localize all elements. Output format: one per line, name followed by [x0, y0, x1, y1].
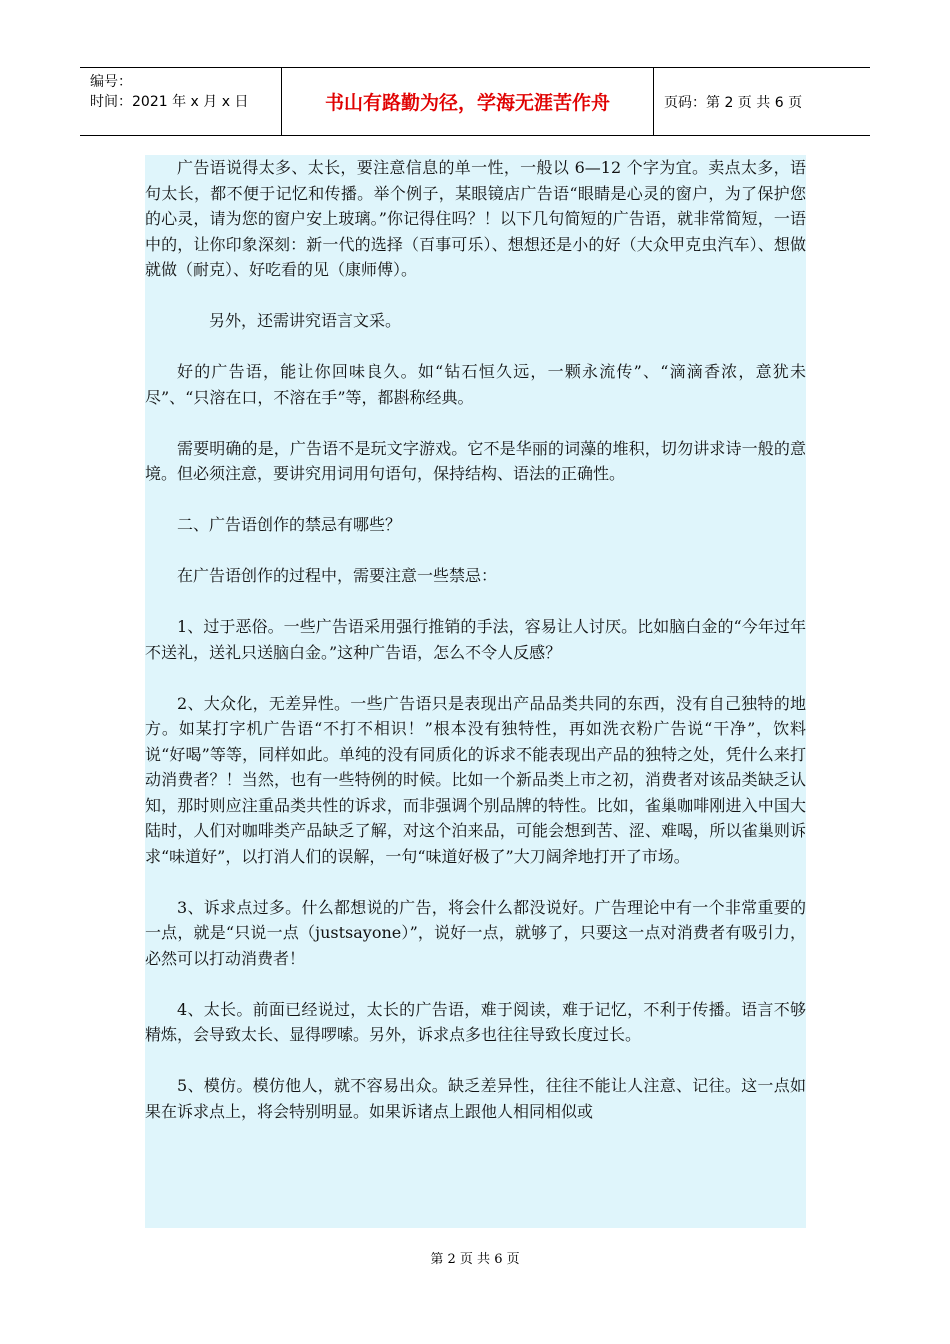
list-item: 1、过于恶俗。一些广告语采用强行推销的手法，容易让人讨厌。比如脑白金的“今年过年不送礼，送礼只送脑白金。”这种广告语，怎么不令人反感？	[145, 617, 806, 662]
paragraph: 在广告语创作的过程中，需要注意一些禁忌：	[177, 566, 498, 585]
list-item: 4、太长。前面已经说过，太长的广告语，难于阅读，难于记忆，不利于传播。语言不够精炼，会导致太长、显得啰嗦。另外，诉求点多也往往导致长度过长。	[145, 999, 806, 1044]
document-body	[145, 155, 806, 1228]
paragraph: 另外，还需讲究语言文采。	[209, 311, 402, 330]
paragraph: 需要明确的是，广告语不是玩文字游戏。它不是华丽的词藻的堆积，切勿讲求诗一般的意境。但必须注意，要讲究用词用句语句，保持结构、语法的正确性。	[145, 438, 806, 483]
section-heading: 二、广告语创作的禁忌有哪些？	[177, 515, 402, 534]
list-item: 2、大众化，无差异性。一些广告语只是表现出产品品类共同的东西，没有自己独特的地方。如某打字机广告语“不打不相识！”根本没有独特性，再如洗衣粉广告说“干净”，饮料说“好喝”等等，同样如此。单纯的没有同质化的诉求不能表现出产品的独特之处，凭什么来打动消费者？！当然，也有一些特例的时候。比如一个新品类上市之初，消费者对该品类缺乏认知，那时则应注重品类共性的诉求，而非强调个别品牌的特性。比如，雀巢咖啡刚进入中国大陆时，人们对咖啡类产品缺乏了解，对这个泊来品，可能会想到苦、涩、难喝，所以雀巢则诉求“味道好”，以打消人们的误解，一句“味道好极了”大刀阔斧地打开了市场。	[145, 693, 806, 866]
page-header	[80, 67, 870, 136]
list-item: 5、模仿。模仿他人，就不容易出众。缺乏差异性，往往不能让人注意、记往。这一点如果在诉求点上，将会特别明显。如果诉诸点上跟他人相同相似或	[145, 1076, 806, 1121]
header-page-info: 页码：第 2 页 共 6 页	[664, 94, 803, 111]
page-footer: 第 2 页 共 6 页	[430, 1252, 520, 1267]
date-label: 时间：2021 年 x 月 x 日	[90, 94, 249, 110]
list-item: 3、诉求点过多。什么都想说的广告，将会什么都没说好。广告理论中有一个非常重要的一点，就是“只说一点（justsayone）”，说好一点，就够了，只要这一点对消费者有吸引力，必然可以打动消费者！	[145, 897, 806, 968]
header-meta	[80, 68, 282, 135]
header-motto: 书山有路勤为径，学海无涯苦作舟	[282, 68, 654, 135]
serial-number-label: 编号：	[90, 74, 132, 90]
paragraph: 广告语说得太多、太长，要注意信息的单一性，一般以 6—12 个字为宜。卖点太多，语句太长，都不便于记忆和传播。举个例子，某眼镜店广告语“眼睛是心灵的窗户，为了保护您的心灵，请为您的窗户安上玻璃。”你记得住吗？！以下几句简短的广告语，就非常简短，一语中的，让你印象深刻：新一代的选择（百事可乐）、想想还是小的好（大众甲克虫汽车）、想做就做（耐克）、好吃看的见（康师傅）。	[145, 158, 806, 279]
paragraph: 好的广告语，能让你回味良久。如“钻石恒久远，一颗永流传”、“滴滴香浓，意犹未尽”、“只溶在口，不溶在手”等，都斟称经典。	[145, 362, 806, 407]
